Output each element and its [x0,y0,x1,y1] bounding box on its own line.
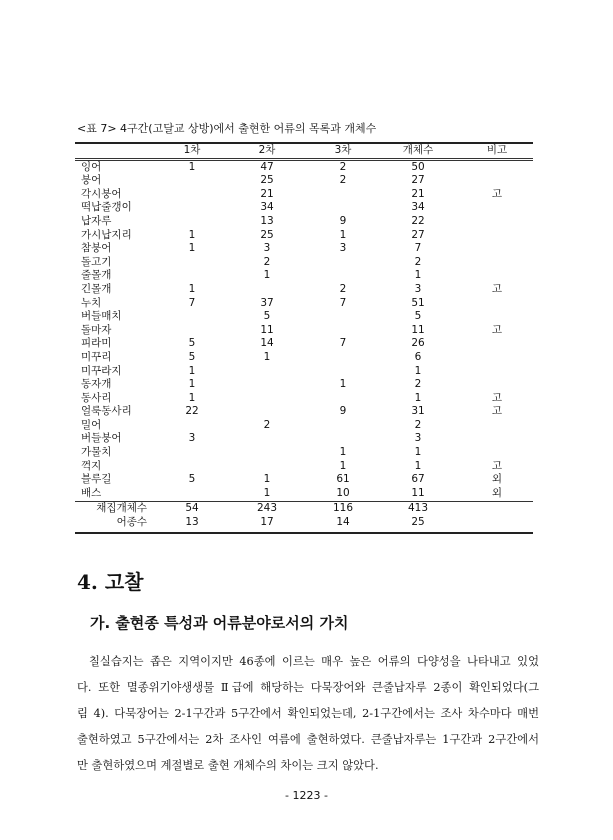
total-count: 22 [411,214,425,227]
table-bottom-rule [75,532,533,534]
fish-table [75,142,533,534]
count-round-1: 1 [188,282,196,295]
count-round-3: 10 [336,486,350,499]
count-round-2: 3 [263,242,271,255]
remark: 외 [491,473,503,486]
remark: 고 [491,405,503,418]
count-round-1: 5 [188,350,196,363]
total-count: 34 [411,201,425,214]
table-row [75,310,533,324]
count-round-1: 54 [185,502,199,515]
table-row [75,297,533,311]
paragraph-line: 칠실습지는 좁은 지역이지만 46종에 이르는 매우 높은 어류의 다양성을 나타내고 있었 [89,655,539,668]
table-row [75,283,533,297]
total-count: 7 [414,242,422,255]
species-name: 배스 [81,486,102,499]
table-row [75,201,533,215]
species-name: 떡납줄갱이 [81,201,132,214]
count-round-2: 25 [260,174,274,187]
page-number: - 1223 - [285,789,328,802]
count-round-2: 47 [260,160,274,173]
count-round-2: 21 [260,187,274,200]
species-name: 돌고기 [81,255,112,268]
table-row [75,337,533,351]
count-round-1: 1 [188,364,196,377]
count-round-3: 116 [332,502,354,515]
table-row [75,229,533,243]
count-round-2: 14 [260,337,274,350]
body-paragraph [77,652,539,782]
species-name: 동자개 [81,378,112,391]
count-round-2: 1 [263,486,271,499]
count-round-1: 1 [188,378,196,391]
species-name: 어종수 [116,516,147,529]
paragraph-line: 출현하였고 5구간에서는 2차 조사인 여름에 출현하였다. 큰줄납자루는 1구간과 2구간에서 [77,733,539,746]
count-round-3: 14 [336,516,350,529]
total-count: 26 [411,337,425,350]
total-count: 6 [414,350,422,363]
count-round-1: 5 [188,473,196,486]
header-count-round-2: 2차 [258,144,276,156]
total-count: 2 [414,255,422,268]
total-count: 2 [414,418,422,431]
table-body [75,161,533,501]
total-count: 5 [414,310,422,323]
total-count: 1 [414,459,422,472]
count-round-2: 1 [263,269,271,282]
species-name: 줄몰개 [81,269,112,282]
table-header-row [75,144,533,158]
table-row [75,242,533,256]
table-row [75,324,533,338]
count-round-2: 1 [263,350,271,363]
table-row [75,432,533,446]
count-round-2: 2 [263,255,271,268]
subsection-title: 가. 출현종 특성과 어류분야로서의 가치 [90,614,349,632]
total-count: 3 [414,432,422,445]
header-count-round-3: 3차 [334,144,352,156]
count-round-1: 3 [188,432,196,445]
count-round-3: 61 [336,473,350,486]
total-count: 11 [411,323,425,336]
species-name: 붕어 [81,174,102,187]
species-name: 각시붕어 [81,187,122,200]
table-row [75,473,533,487]
count-round-3: 9 [339,405,347,418]
table-row [75,419,533,433]
summary-row [75,502,533,516]
count-round-3: 2 [339,174,347,187]
count-round-1: 1 [188,391,196,404]
table-row [75,487,533,501]
table-row [75,446,533,460]
count-round-1: 13 [185,516,199,529]
species-name: 버들매치 [81,310,122,323]
species-name: 가물치 [81,446,112,459]
count-round-3: 3 [339,242,347,255]
count-round-1: 7 [188,296,196,309]
table-row [75,460,533,474]
species-name: 피라미 [81,337,112,350]
table-row [75,161,533,175]
table-caption: <표 7> 4구간(고달교 상방)에서 출현한 어류의 목록과 개체수 [77,122,377,135]
paragraph-line: 림 4). 다묵장어는 2-1구간과 5구간에서 확인되었는데, 2-1구간에서는 조사 차수마다 매번 [77,707,539,720]
total-count: 11 [411,486,425,499]
table-row [75,351,533,365]
count-round-3: 9 [339,214,347,227]
count-round-3: 1 [339,459,347,472]
count-round-2: 37 [260,296,274,309]
remark: 고 [491,282,503,295]
table-row [75,174,533,188]
species-name: 버들붕어 [81,432,122,445]
total-count: 27 [411,228,425,241]
species-name: 돌마자 [81,323,112,336]
species-name: 가시납지리 [81,228,132,241]
count-round-2: 243 [256,502,278,515]
species-name: 채집개체수 [96,502,147,515]
total-count: 51 [411,296,425,309]
table-row [75,405,533,419]
total-count: 1 [414,269,422,282]
species-name: 동사리 [81,391,112,404]
paragraph-line: 만 출현하였으며 계절별로 출현 개체수의 차이는 크지 않았다. [77,759,379,772]
total-count: 3 [414,282,422,295]
count-round-1: 1 [188,160,196,173]
count-round-2: 13 [260,214,274,227]
count-round-1: 22 [185,405,199,418]
species-name: 블루길 [81,473,112,486]
species-name: 밀어 [81,418,102,431]
remark: 고 [491,391,503,404]
table-row [75,215,533,229]
header-total-count: 개체수 [402,144,434,156]
total-count: 67 [411,473,425,486]
table-row [75,365,533,379]
table-row [75,392,533,406]
count-round-2: 34 [260,201,274,214]
species-name: 미꾸리 [81,350,112,363]
count-round-3: 2 [339,282,347,295]
count-round-3: 1 [339,446,347,459]
species-name: 긴몰개 [81,282,112,295]
total-count: 2 [414,378,422,391]
count-round-2: 5 [263,310,271,323]
count-round-3: 7 [339,337,347,350]
count-round-1: 1 [188,228,196,241]
table-row [75,269,533,283]
table-summary [75,502,533,529]
species-name: 미꾸라지 [81,364,122,377]
table-row [75,378,533,392]
remark: 고 [491,187,503,200]
total-count: 50 [411,160,425,173]
table-row [75,188,533,202]
remark: 고 [491,323,503,336]
total-count: 413 [407,502,429,515]
total-count: 1 [414,364,422,377]
section-title: 4. 고찰 [77,570,144,594]
remark: 고 [491,459,503,472]
count-round-3: 1 [339,378,347,391]
count-round-3: 1 [339,228,347,241]
total-count: 21 [411,187,425,200]
total-count: 1 [414,446,422,459]
paragraph-line: 다. 또한 멸종위기야생생물 Ⅱ급에 해당하는 다묵장어와 큰줄납자루 2종이 확인되었다(그 [77,681,539,694]
count-round-2: 1 [263,473,271,486]
species-name: 꺽지 [81,459,102,472]
count-round-2: 11 [260,323,274,336]
count-round-2: 17 [260,516,274,529]
species-name: 누치 [81,296,102,309]
species-name: 참붕어 [81,242,112,255]
total-count: 27 [411,174,425,187]
count-round-2: 2 [263,418,271,431]
header-count-round-1: 1차 [183,144,201,156]
count-round-2: 25 [260,228,274,241]
summary-row [75,516,533,530]
count-round-1: 5 [188,337,196,350]
species-name: 잉어 [81,160,102,173]
remark: 외 [491,486,503,499]
header-remark: 비고 [486,144,508,156]
total-count: 25 [411,516,425,529]
count-round-3: 7 [339,296,347,309]
table-row [75,256,533,270]
total-count: 31 [411,405,425,418]
count-round-1: 1 [188,242,196,255]
species-name: 얼룩동사리 [81,405,132,418]
total-count: 1 [414,391,422,404]
count-round-3: 2 [339,160,347,173]
species-name: 납자루 [81,214,112,227]
